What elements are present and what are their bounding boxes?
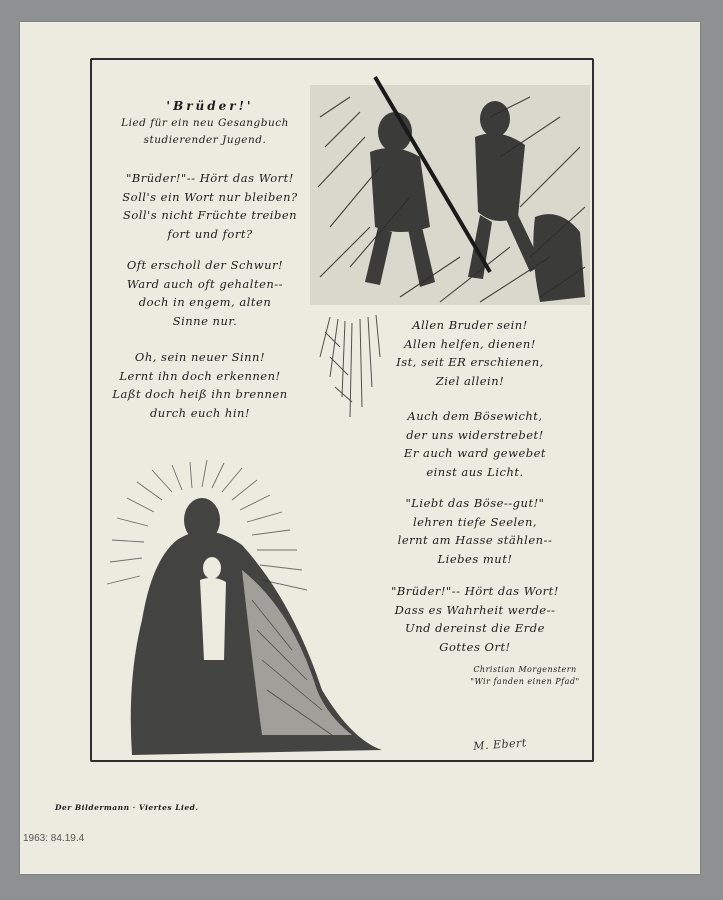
verse-line: der uns widerstrebet! [406,427,544,442]
verse-line: "Liebt das Böse--gut!" [405,496,545,510]
verse-line: lehren tiefe Seelen, [412,514,538,529]
stanza-7 [375,582,575,656]
verse-line: Ist, seit ER erschienen, [396,355,544,369]
poem-title: 'Brüder!' [166,99,254,113]
verse-line: lernt am Hasse stählen-- [397,533,553,547]
verse-line: Oft erscholl der Schwur! [126,258,284,272]
stanza-1 [100,169,320,243]
stanza-6 [375,494,575,568]
verse-line: durch euch hin! [149,405,251,420]
stanza-3 [100,348,300,422]
verse-line: Soll's nicht Früchte treiben [122,208,298,222]
verse-line: einst aus Licht. [426,464,524,479]
artist-signature: M. Ebert [472,736,528,753]
verse-line: doch in engem, alten [138,295,272,309]
stanza-5 [375,407,575,481]
verse-line: Lernt ihn doch erkennen! [119,368,281,383]
verse-line: Gottes Ort! [439,639,511,654]
verse-line: Und dereinst die Erde [405,621,545,635]
verse-line: Allen Bruder sein! [412,318,528,332]
verse-line: Ziel allein! [435,373,505,388]
verse-line: Liebes mut! [437,551,513,566]
verse-line: Oh, sein neuer Sinn! [134,350,266,364]
verse-line: Ward auch oft gehalten-- [126,276,284,291]
verse-line: Sinne nur. [172,313,238,328]
verse-line: "Brüder!"-- Hört das Wort! [391,584,559,598]
subtitle-line: studierender Jugend. [143,134,267,146]
poem-subtitle [100,115,310,149]
source-title: "Wir fanden einen Pfad" [470,677,580,686]
series-caption: Der Bildermann · Viertes Lied. [55,803,199,812]
author-name: Christian Morgenstern [473,665,577,674]
verse-line: Er auch ward gewebet [403,446,547,460]
accession-number: 1963: 84.19.4 [23,833,85,844]
stanza-4 [375,316,565,390]
subtitle-line: Lied für ein neu Gesangbuch [121,117,289,129]
verse-line: "Brüder!"-- Hört das Wort! [126,171,294,185]
stanza-2 [100,256,310,330]
verse-line: Laßt doch heiß ihn brennen [112,387,288,401]
verse-line: Dass es Wahrheit werde-- [394,602,556,617]
illustration-cloaked-figure-with-child [92,460,392,760]
verse-line: Allen helfen, dienen! [404,336,536,351]
verse-line: Auch dem Bösewicht, [407,409,543,423]
verse-line: Soll's ein Wort nur bleiben? [122,189,298,204]
verse-line: fort und fort? [167,226,253,241]
poem-attribution [460,664,590,688]
